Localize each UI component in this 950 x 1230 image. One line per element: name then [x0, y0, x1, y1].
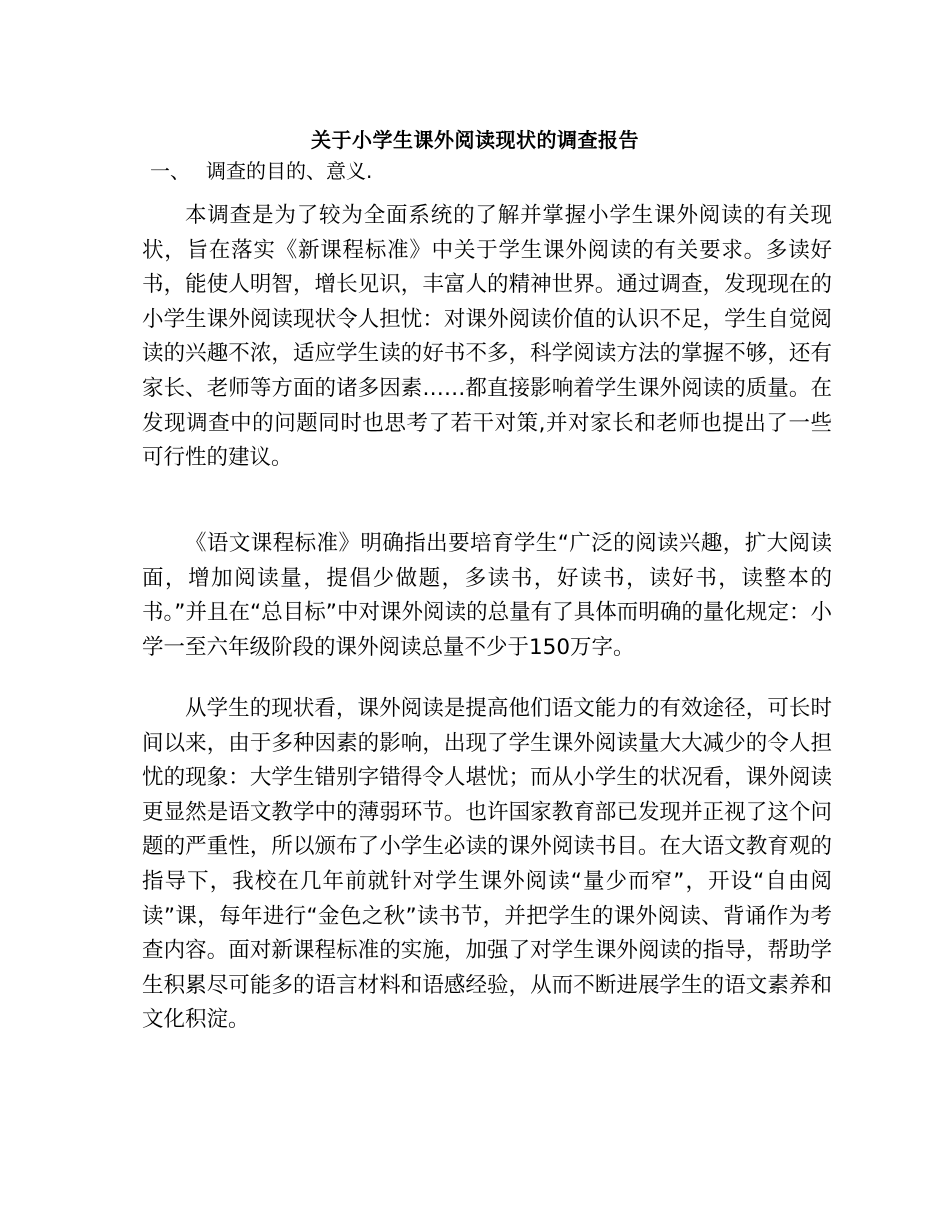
paragraph-current-situation: 从学生的现状看，课外阅读是提高他们语文能力的有效途径，可长时间以来，由于多种因素的影响，出现了学生课外阅读量大大减少的令人担忧的现象：大学生错别字错得令人堪忧；而从小学生的状况看，课外阅读更显然是语文教学中的薄弱环节。也许国家教育部已发现并正视了这个问题的严重性，所以颁布了小学生必读的课外阅读书目。在大语文教育观的指导下，我校在几年前就针对学生课外阅读“量少而窄”，开设“自由阅读”课，每年进行“金色之秋”读书节，并把学生的课外阅读、背诵作为考查内容。面对新课程标准的实施，加强了对学生课外阅读的指导，帮助学生积累尽可能多的语言材料和语感经验，从而不断进展学生的语文素养和文化积淀。 [142, 696, 832, 1033]
section-heading-text: 调查的目的、意义. [206, 159, 373, 183]
section-number: 一、 [150, 159, 190, 183]
section-heading [150, 157, 372, 185]
paragraph-purpose: 本调查是为了较为全面系统的了解并掌握小学生课外阅读的有关现状，旨在落实《新课程标准》中关于学生课外阅读的有关要求。多读好书，能使人明智，增长见识，丰富人的精神世界。通过调查，发现现在的小学生课外阅读现状令人担忧：对课外阅读价值的认识不足，学生自觉阅读的兴趣不浓，适应学生读的好书不多，科学阅读方法的掌握不够，还有家长、老师等方面的诸多因素……都直接影响着学生课外阅读的质量。在发现调查中的问题同时也思考了若干对策,并对家长和老师也提出了一些可行性的建议。 [142, 203, 832, 471]
paragraph-curriculum-standard: 《语文课程标准》明确指出要培育学生“广泛的阅读兴趣，扩大阅读面，增加阅读量，提倡少做题，多读书，好读书，读好书，读整本的书。”并且在“总目标”中对课外阅读的总量有了具体而明确的量化规定：小学一至六年级阶段的课外阅读总量不少于150万字。 [142, 531, 832, 660]
document-title: 关于小学生课外阅读现状的调查报告 [311, 128, 639, 152]
